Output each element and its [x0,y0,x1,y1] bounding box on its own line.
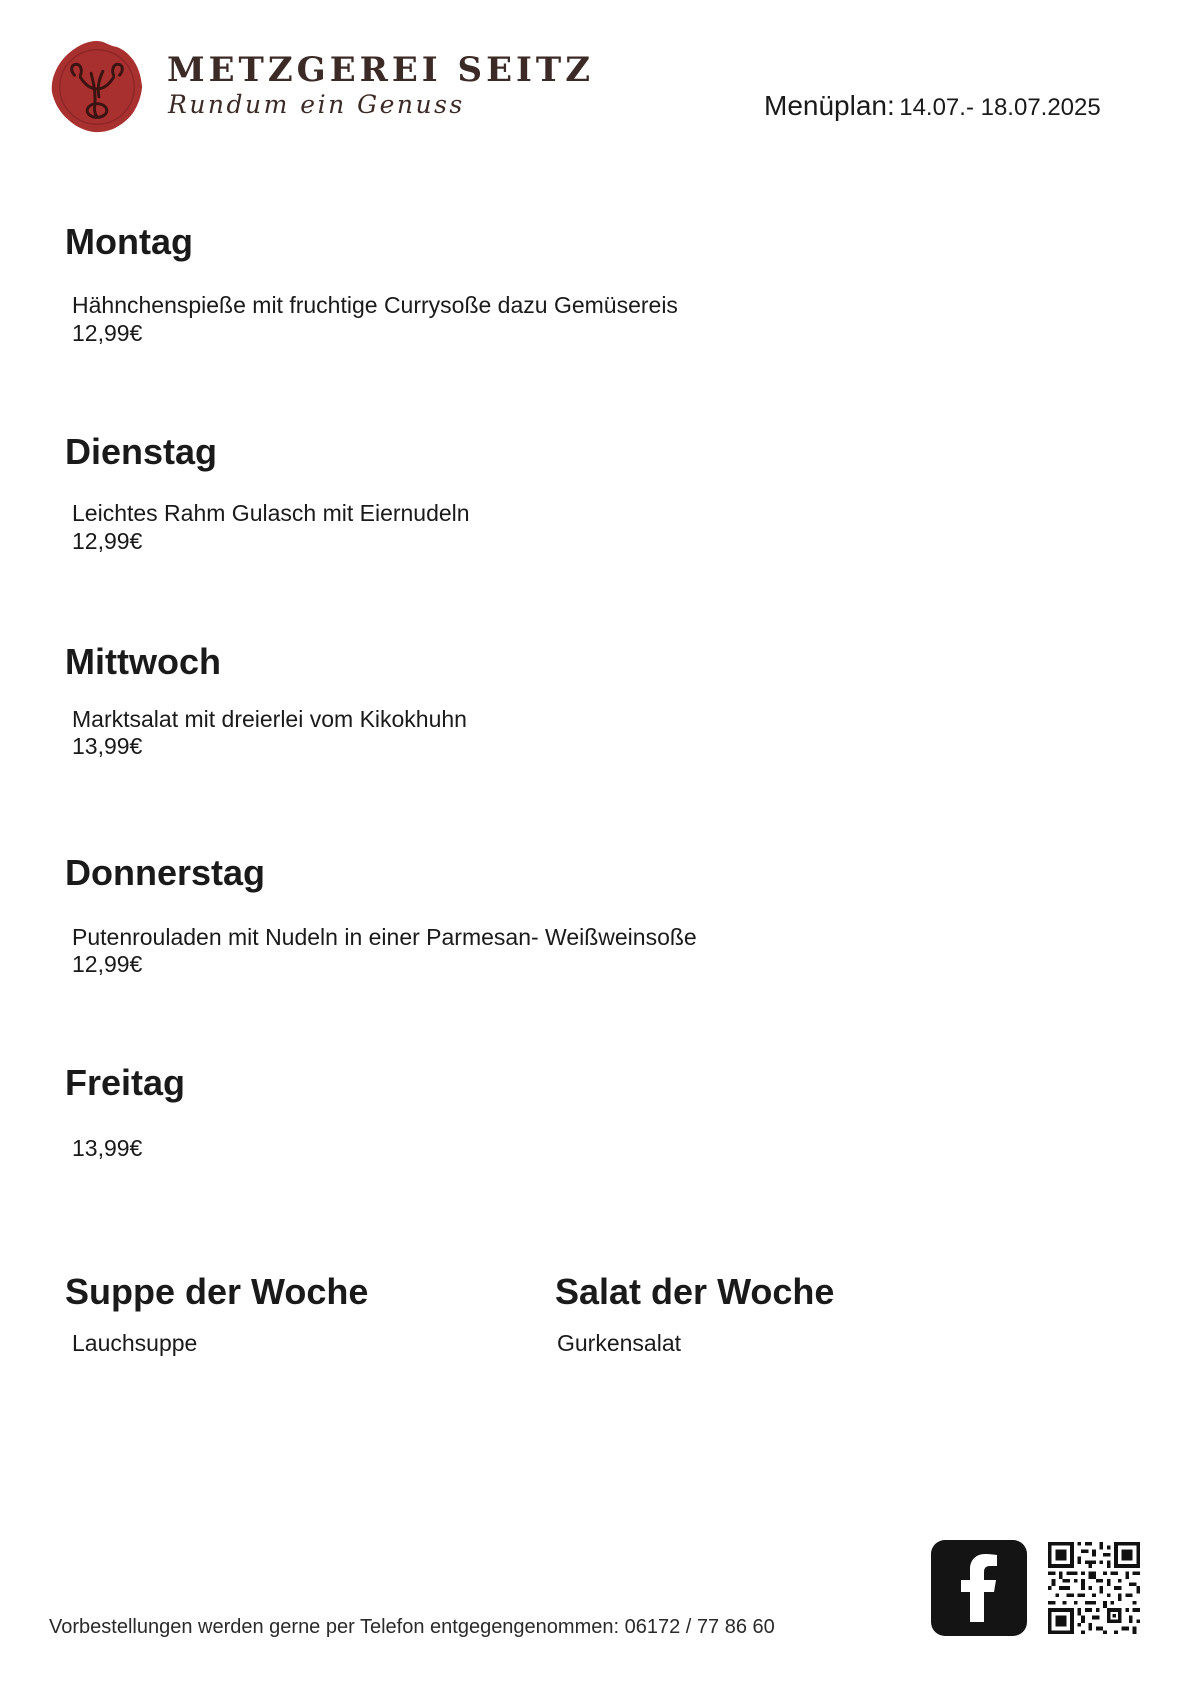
qr-code-icon[interactable] [1048,1542,1140,1634]
salad-title: Salat der Woche [555,1271,835,1312]
dish-price: 12,99€ [72,528,143,554]
menu-date [764,90,1101,122]
dish-price: 13,99€ [72,1135,143,1161]
dish-name: Marktsalat mit dreierlei vom Kikokhuhn [72,706,467,732]
footer-preorder-note: Vorbestellungen werden gerne per Telefon entgegengenommen: 06172 / 77 86 60 [49,1616,775,1638]
soup-title: Suppe der Woche [65,1271,369,1312]
menu-date-label: Menüplan: [764,90,895,121]
day-thursday [65,852,697,977]
dish-price: 12,99€ [72,320,143,346]
menu-date-range: 14.07.- 18.07.2025 [899,94,1101,121]
facebook-icon[interactable] [931,1540,1027,1636]
brand-name: METZGEREI SEITZ [167,50,595,90]
day-monday [65,221,678,346]
dish-name: Hähnchenspieße mit fruchtige Currysoße dazu Gemüsereis [72,292,678,318]
logo-seal-icon [48,38,146,136]
dish-name: Leichtes Rahm Gulasch mit Eiernudeln [72,500,470,526]
soup-of-the-week [65,1271,369,1356]
salad-name: Gurkensalat [557,1330,682,1356]
dish-price: 12,99€ [72,951,143,977]
dish-name: Putenrouladen mit Nudeln in einer Parmesan- Weißweinsoße [72,924,697,950]
day-title: Freitag [65,1062,186,1103]
day-friday [65,1062,186,1161]
brand-tagline: Rundum ein Genuss [168,90,465,119]
day-tuesday [65,431,470,554]
day-title: Dienstag [65,431,218,472]
day-title: Donnerstag [65,852,266,893]
soup-name: Lauchsuppe [72,1330,198,1356]
day-title: Mittwoch [65,641,221,682]
day-wednesday [65,641,467,759]
salad-of-the-week [555,1271,835,1356]
dish-price: 13,99€ [72,733,143,759]
day-title: Montag [65,221,193,262]
